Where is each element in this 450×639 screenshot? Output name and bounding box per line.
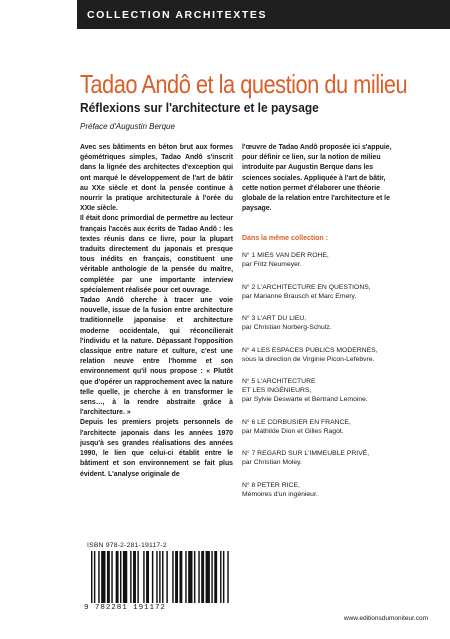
barcode-bar (175, 551, 178, 603)
list-item (242, 418, 442, 436)
barcode-bar (116, 551, 119, 603)
barcode-bar (111, 551, 112, 603)
book-entry-title: N° 5 L'ARCHITECTURE (242, 378, 316, 385)
collection-heading: Dans la même collection : (242, 235, 328, 242)
book-entry-title-continued: ET LES INGÉNIEURS, (242, 387, 312, 394)
preface-credit: Préface d'Augustin Berque (80, 122, 175, 131)
book-subtitle: Réflexions sur l'architecture et le paysage (80, 100, 319, 115)
barcode-bar (143, 551, 144, 603)
barcode-bar (188, 551, 192, 603)
book-entry-author: par Christian Norberg-Schulz. (242, 324, 332, 331)
list-item (242, 251, 442, 269)
book-entry-title: N° 7 REGARD SUR L'IMMEUBLE PRIVÉ, (242, 450, 370, 457)
collection-label: COLLECTION ARCHITEXTES (87, 9, 268, 21)
barcode-bar (159, 551, 160, 603)
barcode-bar (98, 551, 99, 603)
barcode-bar (223, 551, 224, 603)
list-item (242, 346, 442, 364)
barcode-bar (198, 551, 199, 603)
barcode-bar (194, 551, 195, 603)
list-item (242, 481, 442, 499)
collection-list (242, 251, 442, 512)
book-entry-title: N° 3 L'ART DU LIEU, (242, 315, 307, 322)
barcode-bar (162, 551, 163, 603)
book-entry-author: par Sylvie Deswarte et Bertrand Lemoine. (242, 396, 368, 403)
book-entry-title: N° 8 PETER RICE, (242, 481, 300, 489)
barcode-bar (172, 551, 173, 603)
barcode-bar (91, 551, 92, 603)
barcode-bar (123, 551, 127, 603)
barcode-bar (201, 551, 204, 603)
barcode-bar (179, 551, 182, 603)
book-entry-author: Mémoires d'un ingénieur. (242, 490, 318, 498)
barcode-bar (156, 551, 157, 603)
barcode-bar (146, 551, 149, 603)
barcode-bar (166, 551, 167, 603)
blurb-paragraph: Tadao Andô cherche à tracer une voie nouvelle, issue de la fusion entre architecture traditionnelle japonaise et architecture moderne occidentale, qui réconcilierait l'individu et la nature. Dépassant l'opposition classique entre nature et culture, c'est une relation neuve entre l'homme et son environnement qu'il nous propose : « Plutôt que d'opérer un rapprochement avec la nature telle quelle, je cherche à en transformer le sens…, à la rendre abstraite grâce à l'architecture. » (80, 297, 233, 417)
barcode-bar (101, 551, 105, 603)
list-item (242, 377, 442, 404)
blurb-left-column (80, 143, 233, 480)
blurb-paragraph: l'œuvre de Tadao Andô proposée ici s'appuie, pour définir ce lien, sur la notion de milieu introduite par Augustin Berque dans les sciences sociales. Appliquée à l'art de bâtir, cette notion permet d'élaborer une théorie globale de la relation entre l'architecture et le paysage. (242, 144, 392, 213)
ean-digits: 9 782281 191172 (84, 604, 166, 612)
barcode-bar (185, 551, 186, 603)
book-entry-author: par Fritz Neumeyer. (242, 261, 302, 268)
book-entry-title: N° 4 LES ESPACES PUBLICS MODERNES, (242, 346, 378, 354)
book-entry-author: par Christian Moley. (242, 459, 302, 466)
barcode-bar (107, 551, 110, 603)
book-entry-author: par Marianne Brausch et Marc Emery. (242, 292, 357, 300)
blurb-right-column (242, 143, 392, 214)
barcode-bar (206, 551, 210, 603)
barcode-bar (227, 551, 228, 603)
list-item (242, 283, 442, 301)
blurb-paragraph: Depuis les premiers projets personnels de l'architecte japonais dans les années 1970 jusqu'à ses grandes réalisations des années 1990, le lien que celui-ci établit entre le bâtiment et son environnement se fait plus évident. L'analyse originale de (80, 419, 233, 478)
book-title: Tadao Andô et la question du milieu (80, 69, 408, 99)
blurb-paragraph: Avec ses bâtiments en béton brut aux formes géométriques simples, Tadao Andô s'inscrit dans la lignée des architectes d'exception qui ont marqué le développement de l'art de bâtir au XXe siècle et dont la pensée continue à nourrir la pratique architecturale à l'orée du XXIe siècle. (80, 144, 233, 213)
book-entry-title: N° 6 LE CORBUSIER EN FRANCE, (242, 418, 351, 426)
book-entry-title: N° 2 L'ARCHITECTURE EN QUESTIONS, (242, 283, 371, 291)
barcode-bar (94, 551, 95, 603)
isbn-number: ISBN 978-2-281-19117-2 (87, 542, 167, 549)
book-entry-title: N° 1 MIES VAN DER ROHE, (242, 252, 329, 259)
publisher-website: www.editionsdumoniteur.com (343, 615, 428, 622)
book-entry-author: sous la direction de Virginie Picon-Lefebvre. (242, 355, 375, 363)
book-entry-author: par Mathilde Dion et Gilles Ragot. (242, 427, 344, 435)
list-item (242, 449, 442, 467)
barcode-bar (130, 551, 131, 603)
barcode-bar (137, 551, 138, 603)
barcode-image (91, 551, 229, 603)
barcode-bar (152, 551, 153, 603)
barcode-bar (211, 551, 212, 603)
blurb-paragraph: Il était donc primordial de permettre au lecteur français l'accès aux écrits de Tadao Andô : les textes réunis dans ce livre, pour la plupart traduits directement du japonais et presque tous inédits en français, constituent une véritable anthologie de la pensée du maître, complétée par une importante interview spécialement réalisée pour cet ouvrage. (80, 215, 233, 294)
barcode-bar (220, 551, 221, 603)
barcode-bar (133, 551, 136, 603)
list-item (242, 314, 442, 332)
barcode-bar (120, 551, 121, 603)
barcode-bar (214, 551, 217, 603)
